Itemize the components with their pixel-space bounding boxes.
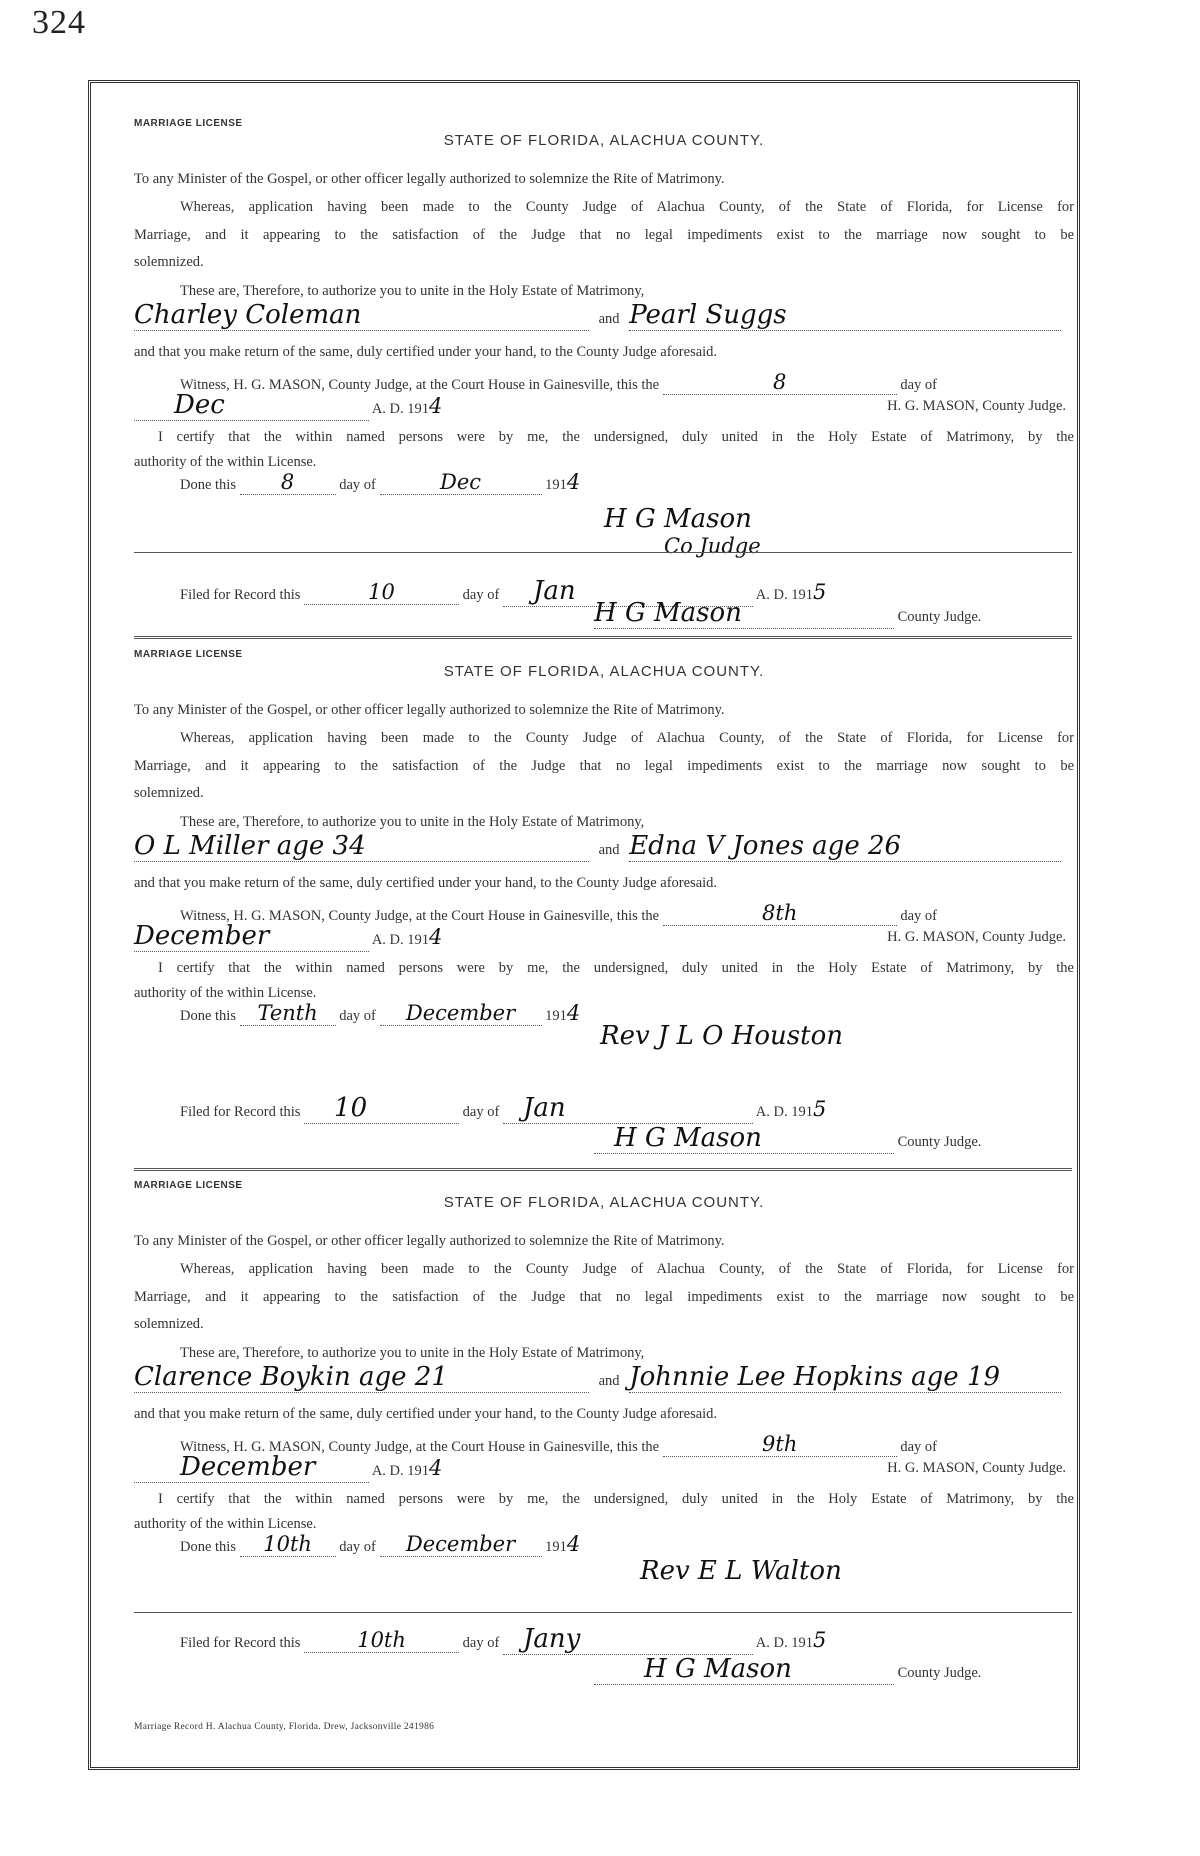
officiant-name: Rev J L O Houston: [600, 1021, 843, 1051]
witness-year-digit: 4: [429, 925, 443, 949]
done-year-prefix: 191: [545, 1008, 567, 1024]
filed-text: Filed for Record this: [180, 1635, 301, 1651]
whereas-line-3: solemnized.: [134, 254, 204, 270]
whereas-line-2: Marriage, and it appearing to the satisfaction of the Judge that no legal impediments exist to the marriage now sought to be: [134, 1289, 1074, 1305]
state-heading: STATE OF FLORIDA, ALACHUA COUNTY.: [443, 663, 765, 680]
groom-name: Clarence Boykin age 21: [134, 1362, 589, 1393]
officiant-name: H G Mason: [604, 504, 752, 534]
ad-text: A. D. 191: [371, 401, 430, 417]
day-of-text: day of: [900, 1439, 937, 1455]
section-divider: [134, 1168, 1072, 1171]
witness-day: 8: [663, 370, 897, 395]
certify-line-1: I certify that the within named persons were by me, the undersigned, duly united in the Holy Estate of Matrimony, by the: [158, 960, 1074, 976]
state-heading: STATE OF FLORIDA, ALACHUA COUNTY.: [443, 132, 765, 149]
officiant-signature: [600, 1021, 1040, 1051]
section-divider: [134, 636, 1072, 639]
bride-name: Pearl Suggs: [629, 300, 1061, 331]
day-of-text: day of: [900, 377, 937, 393]
address-line: To any Minister of the Gospel, or other officer legally authorized to solemnize the Rite of Matrimony.: [134, 1233, 725, 1249]
done-year-digit: 4: [566, 470, 581, 494]
whereas-line-3: solemnized.: [134, 1316, 204, 1332]
done-line: [134, 470, 1120, 502]
return-line: and that you make return of the same, duly certified under your hand, to the County Judge aforesaid.: [134, 344, 718, 360]
witness-text: Witness, H. G. MASON, County Judge, at the Court House in Gainesville, this the: [180, 1439, 660, 1455]
filed-day: 10th: [304, 1628, 459, 1653]
done-year-prefix: 191: [545, 477, 567, 493]
officiant-name: Rev E L Walton: [640, 1556, 842, 1586]
filed-signature: H G Mason: [594, 598, 894, 629]
done-this-text: Done this: [180, 1008, 236, 1024]
filed-day: 10: [304, 1093, 459, 1124]
filed-month: Jan: [503, 576, 753, 607]
done-day: Tenth: [240, 1001, 336, 1026]
officiant-title: Co Judge: [664, 534, 761, 558]
judge-printed-signature: H. G. MASON, County Judge.: [887, 929, 1066, 945]
address-line: To any Minister of the Gospel, or other officer legally authorized to solemnize the Rite of Matrimony.: [134, 171, 725, 187]
filed-signature-line: [594, 1123, 1200, 1157]
done-month: December: [380, 1532, 542, 1557]
done-month: December: [380, 1001, 542, 1026]
witness-year-digit: 4: [429, 394, 443, 418]
county-judge-text: County Judge.: [897, 1134, 982, 1150]
done-year-prefix: 191: [545, 1539, 567, 1555]
authorize-line: These are, Therefore, to authorize you to unite in the Holy Estate of Matrimony,: [180, 814, 645, 830]
done-day-of-text: day of: [339, 477, 376, 493]
whereas-line-2: Marriage, and it appearing to the satisfaction of the Judge that no legal impediments exist to the marriage now sought to be: [134, 227, 1074, 243]
signature-rule: [134, 552, 1072, 553]
state-heading: STATE OF FLORIDA, ALACHUA COUNTY.: [443, 1194, 765, 1211]
parties-line: [134, 1362, 1074, 1396]
filed-text: Filed for Record this: [180, 1104, 301, 1120]
and-word: and: [598, 842, 620, 858]
done-year-digit: 4: [566, 1001, 581, 1025]
filed-year-digit: 5: [812, 580, 827, 604]
parties-line: [134, 300, 1074, 334]
license-label: MARRIAGE LICENSE: [134, 118, 243, 129]
certify-line-2: authority of the within License.: [134, 454, 317, 470]
done-month: Dec: [380, 470, 542, 495]
filed-day-of-text: day of: [462, 587, 500, 603]
filed-month: Jan: [503, 1093, 753, 1124]
ad-text: A. D. 191: [371, 1463, 430, 1479]
whereas-line-2: Marriage, and it appearing to the satisfaction of the Judge that no legal impediments exist to the marriage now sought to be: [134, 758, 1074, 774]
done-this-text: Done this: [180, 477, 236, 493]
filed-line: [134, 1624, 1120, 1654]
witness-text: Witness, H. G. MASON, County Judge, at the Court House in Gainesville, this the: [180, 377, 660, 393]
authorize-line: These are, Therefore, to authorize you to unite in the Holy Estate of Matrimony,: [180, 283, 645, 299]
footer-imprint: Marriage Record H. Alachua County, Florida. Drew, Jacksonville 241986: [134, 1722, 435, 1732]
witness-day: 8th: [663, 901, 897, 926]
groom-name: Charley Coleman: [134, 300, 589, 331]
witness-date-line: [134, 921, 1074, 951]
return-line: and that you make return of the same, duly certified under your hand, to the County Judge aforesaid.: [134, 875, 718, 891]
filed-day: 10: [304, 580, 459, 605]
witness-date-line: [134, 1452, 1074, 1482]
county-judge-text: County Judge.: [897, 609, 982, 625]
certify-line-1: I certify that the within named persons were by me, the undersigned, duly united in the Holy Estate of Matrimony, by the: [158, 1491, 1074, 1507]
and-word: and: [598, 1373, 620, 1389]
authorize-line: These are, Therefore, to authorize you to unite in the Holy Estate of Matrimony,: [180, 1345, 645, 1361]
whereas-line-1: Whereas, application having been made to the County Judge of Alachua County, of the State of Florida, for License for: [180, 199, 1074, 215]
whereas-line-1: Whereas, application having been made to the County Judge of Alachua County, of the State of Florida, for License for: [180, 730, 1074, 746]
filed-signature: H G Mason: [594, 1654, 894, 1685]
filed-ad-text: A. D. 191: [755, 587, 813, 603]
witness-year-digit: 4: [429, 1456, 443, 1480]
page-number: 324: [32, 4, 86, 41]
parties-line: [134, 831, 1074, 865]
filed-month: Jany: [503, 1624, 753, 1655]
bride-name: Johnnie Lee Hopkins age 19: [629, 1362, 1061, 1393]
judge-printed-signature: H. G. MASON, County Judge.: [887, 398, 1066, 414]
witness-day: 9th: [663, 1432, 897, 1457]
certify-line-1: I certify that the within named persons were by me, the undersigned, duly united in the Holy Estate of Matrimony, by the: [158, 429, 1074, 445]
license-label: MARRIAGE LICENSE: [134, 1180, 243, 1191]
whereas-line-3: solemnized.: [134, 785, 204, 801]
witness-text: Witness, H. G. MASON, County Judge, at the Court House in Gainesville, this the: [180, 908, 660, 924]
judge-printed-signature: H. G. MASON, County Judge.: [887, 1460, 1066, 1476]
filed-text: Filed for Record this: [180, 587, 301, 603]
done-day-of-text: day of: [339, 1539, 376, 1555]
filed-year-digit: 5: [812, 1097, 827, 1121]
filed-signature: H G Mason: [594, 1123, 894, 1154]
filed-year-digit: 5: [812, 1628, 827, 1652]
license-label: MARRIAGE LICENSE: [134, 649, 243, 660]
address-line: To any Minister of the Gospel, or other officer legally authorized to solemnize the Rite of Matrimony.: [134, 702, 725, 718]
filed-signature-line: [594, 1654, 1200, 1688]
filed-ad-text: A. D. 191: [755, 1104, 813, 1120]
and-word: and: [598, 311, 620, 327]
filed-day-of-text: day of: [462, 1104, 500, 1120]
witness-month: December: [134, 921, 369, 952]
officiant-signature: [640, 1556, 1040, 1586]
filed-signature-line: [594, 598, 1200, 632]
return-line: and that you make return of the same, duly certified under your hand, to the County Judge aforesaid.: [134, 1406, 718, 1422]
witness-month: December: [134, 1452, 369, 1483]
filed-line: [134, 1093, 1120, 1123]
done-day: 10th: [240, 1532, 336, 1557]
groom-name: O L Miller age 34: [134, 831, 589, 862]
county-judge-text: County Judge.: [897, 1665, 982, 1681]
done-day: 8: [240, 470, 336, 495]
ad-text: A. D. 191: [371, 932, 430, 948]
signature-rule: [134, 1612, 1072, 1613]
done-year-digit: 4: [566, 1532, 581, 1556]
certify-line-2: authority of the within License.: [134, 985, 317, 1001]
witness-month: Dec: [134, 390, 369, 421]
filed-ad-text: A. D. 191: [755, 1635, 813, 1651]
witness-date-line: [134, 390, 1074, 420]
done-day-of-text: day of: [339, 1008, 376, 1024]
whereas-line-1: Whereas, application having been made to the County Judge of Alachua County, of the State of Florida, for License for: [180, 1261, 1074, 1277]
filed-day-of-text: day of: [462, 1635, 500, 1651]
officiant-signature: [604, 504, 1004, 558]
certify-line-2: authority of the within License.: [134, 1516, 317, 1532]
day-of-text: day of: [900, 908, 937, 924]
bride-name: Edna V Jones age 26: [629, 831, 1061, 862]
done-this-text: Done this: [180, 1539, 236, 1555]
